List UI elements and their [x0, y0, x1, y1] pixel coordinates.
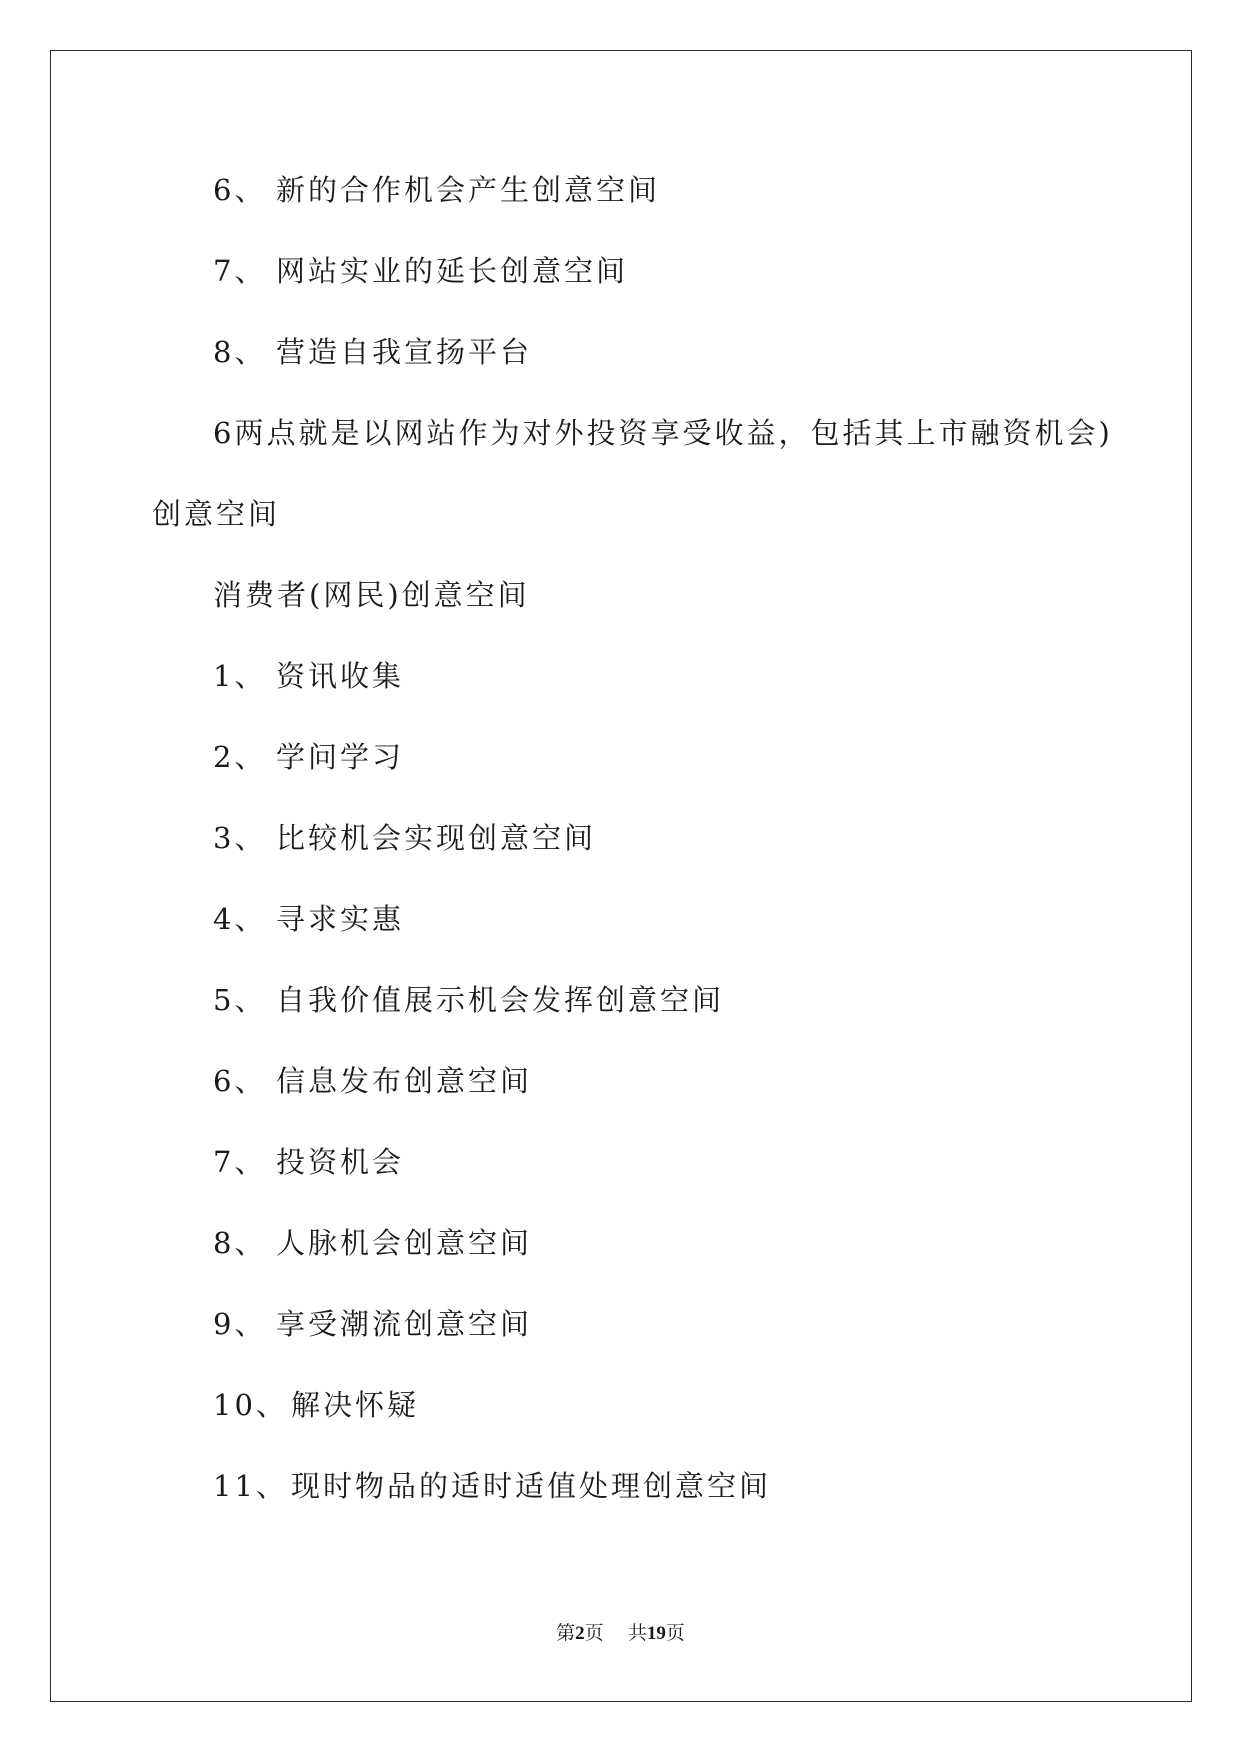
list-text: 信息发布创意空间 [276, 1064, 533, 1098]
page-border [50, 50, 1192, 1702]
footer-total-pages: 19 [646, 1623, 666, 1644]
list-item [213, 820, 596, 856]
list-item [213, 1225, 532, 1261]
list-text: 人脉机会创意空间 [276, 1226, 533, 1260]
footer-page-number: 2 [575, 1623, 585, 1644]
list-text: 网站实业的延长创意空间 [276, 254, 629, 288]
list-number: 4、 [213, 902, 267, 936]
list-item [213, 901, 404, 937]
list-text: 营造自我宣扬平台 [276, 335, 533, 369]
list-item [213, 172, 660, 208]
list-number: 6、 [213, 173, 267, 207]
list-number: 8、 [213, 335, 267, 369]
footer-page-prefix: 第 [556, 1622, 576, 1644]
list-item [213, 1387, 419, 1423]
list-text: 投资机会 [276, 1145, 405, 1179]
list-number: 11、 [213, 1469, 288, 1503]
list-number: 7、 [213, 254, 267, 288]
paragraph-text: 6两点就是以网站作为对外投资享受收益，包括其上市融资机会) [213, 416, 1113, 450]
list-text: 享受潮流创意空间 [276, 1307, 533, 1341]
list-item [213, 334, 532, 370]
list-text: 学问学习 [276, 740, 405, 774]
list-number: 10、 [213, 1388, 288, 1422]
list-text: 新的合作机会产生创意空间 [276, 173, 661, 207]
list-text: 现时物品的适时适值处理创意空间 [291, 1469, 772, 1503]
footer-page-unit: 页 [584, 1622, 604, 1644]
list-item [213, 982, 724, 1018]
list-number: 8、 [213, 1226, 267, 1260]
list-number: 1、 [213, 659, 267, 693]
page-footer [0, 1621, 1241, 1646]
list-text: 自我价值展示机会发挥创意空间 [276, 983, 725, 1017]
list-text: 寻求实惠 [276, 902, 405, 936]
list-number: 2、 [213, 740, 267, 774]
list-item [213, 1468, 771, 1504]
footer-total-unit: 页 [665, 1622, 685, 1644]
list-item [213, 1144, 404, 1180]
footer-total-prefix: 共 [627, 1622, 647, 1644]
list-text: 资讯收集 [276, 659, 405, 693]
list-item [213, 1306, 532, 1342]
paragraph-text: 创意空间 [152, 497, 281, 531]
list-item [213, 253, 628, 289]
list-number: 9、 [213, 1307, 267, 1341]
list-item [213, 658, 404, 694]
list-item [213, 1063, 532, 1099]
list-text: 比较机会实现创意空间 [276, 821, 597, 855]
list-number: 3、 [213, 821, 267, 855]
list-number: 6、 [213, 1064, 267, 1098]
list-number: 7、 [213, 1145, 267, 1179]
section-heading: 消费者(网民)创意空间 [213, 578, 530, 612]
list-number: 5、 [213, 983, 267, 1017]
list-text: 解决怀疑 [291, 1388, 420, 1422]
list-item [213, 739, 404, 775]
